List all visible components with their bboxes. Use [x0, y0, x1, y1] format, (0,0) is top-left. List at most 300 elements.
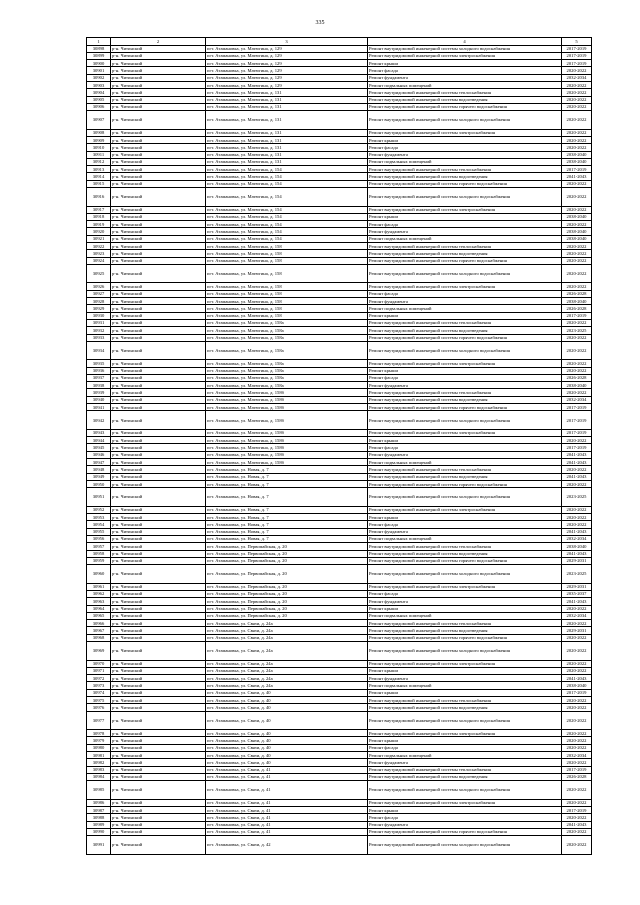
table-row — [87, 396, 592, 403]
table-cell: пгт. Атамановка, ул. Связи, д. 41 — [206, 781, 368, 800]
table-cell: 2038-2040 — [562, 158, 592, 165]
table-cell: 30975 — [87, 696, 111, 703]
table-cell: Ремонт внутридомовой инженерной системы холодного водоснабжения — [368, 411, 562, 430]
table-cell: Ремонт фундамента — [368, 298, 562, 305]
table-cell: Ремонт внутридомовой инженерной системы холодного водоснабжения — [368, 781, 562, 800]
table-cell: 2026-2028 — [562, 773, 592, 780]
table-cell: пгт. Атамановка, ул. Матюгина, д. 158а — [206, 327, 368, 334]
table-cell: 30924 — [87, 257, 111, 264]
table-cell: 2023-2025 — [562, 327, 592, 334]
table-row — [87, 744, 592, 751]
table-cell: Ремонт фасада — [368, 221, 562, 228]
table-cell: р-н. Читинский — [111, 821, 206, 828]
table-cell: р-н. Читинский — [111, 180, 206, 187]
table-cell: 30969 — [87, 642, 111, 661]
table-cell: 30968 — [87, 634, 111, 641]
table-cell: 30919 — [87, 221, 111, 228]
table-cell: 2038-2040 — [562, 543, 592, 550]
table-cell: пгт. Атамановка, ул. Первомайская, д. 20 — [206, 583, 368, 590]
table-cell: р-н. Читинский — [111, 437, 206, 444]
table-cell: 2038-2040 — [562, 151, 592, 158]
table-cell: 2020-2022 — [562, 836, 592, 855]
table-row — [87, 781, 592, 800]
table-cell: 2020-2022 — [562, 521, 592, 528]
table-cell: р-н. Читинский — [111, 396, 206, 403]
table-cell: пгт. Атамановка, ул. Матюгина, д. 158 — [206, 298, 368, 305]
table-row — [87, 521, 592, 528]
table-cell: р-н. Читинский — [111, 136, 206, 143]
table-cell: Ремонт крыши — [368, 737, 562, 744]
table-cell: Ремонт фасада — [368, 744, 562, 751]
table-row — [87, 389, 592, 396]
table-cell: пгт. Атамановка, ул. Матюгина, д. 158б — [206, 389, 368, 396]
table-cell: 30936 — [87, 367, 111, 374]
table-cell: Ремонт внутридомовой инженерной системы теплоснабжения — [368, 543, 562, 550]
table-cell: 30956 — [87, 535, 111, 542]
table-cell: Ремонт фасада — [368, 67, 562, 74]
table-cell: Ремонт внутридомовой инженерной системы холодного водоснабжения — [368, 341, 562, 360]
table-cell: р-н. Читинский — [111, 828, 206, 835]
table-cell: 2020-2022 — [562, 696, 592, 703]
table-cell: 2020-2022 — [562, 188, 592, 207]
table-cell: Ремонт подвальных помещений — [368, 305, 562, 312]
table-cell: пгт. Атамановка, ул. Связи, д. 24а — [206, 667, 368, 674]
table-cell: пгт. Атамановка, ул. Связи, д. 40 — [206, 689, 368, 696]
column-header: 3 — [206, 38, 368, 46]
table-cell: Ремонт фасада — [368, 144, 562, 151]
table-row — [87, 682, 592, 689]
table-row — [87, 437, 592, 444]
table-cell: Ремонт внутридомовой инженерной системы водоотведения — [368, 327, 562, 334]
table-cell: р-н. Читинский — [111, 327, 206, 334]
table-cell: р-н. Читинский — [111, 744, 206, 751]
table-cell: р-н. Читинский — [111, 667, 206, 674]
table-cell: пгт. Атамановка, ул. Матюгина, д. 154 — [206, 221, 368, 228]
table-cell: 30959 — [87, 557, 111, 564]
table-row — [87, 89, 592, 96]
table-cell: Ремонт внутридомовой инженерной системы электроснабжения — [368, 583, 562, 590]
table-cell: Ремонт внутридомовой инженерной системы теплоснабжения — [368, 389, 562, 396]
table-cell: р-н. Читинский — [111, 704, 206, 711]
table-row — [87, 334, 592, 341]
table-cell: р-н. Читинский — [111, 228, 206, 235]
table-row — [87, 374, 592, 381]
table-cell: 2032-2034 — [562, 535, 592, 542]
table-cell: 2020-2022 — [562, 466, 592, 473]
table-cell: Ремонт внутридомовой инженерной системы холодного водоснабжения — [368, 488, 562, 507]
table-cell: 2020-2022 — [562, 799, 592, 806]
table-cell: Ремонт внутридомовой инженерной системы водоотведения — [368, 173, 562, 180]
table-cell: Ремонт подвальных помещений — [368, 682, 562, 689]
table-row — [87, 166, 592, 173]
table-row — [87, 590, 592, 597]
table-cell: 2020-2022 — [562, 367, 592, 374]
table-cell: 2020-2022 — [562, 221, 592, 228]
table-cell: р-н. Читинский — [111, 711, 206, 730]
table-cell: Ремонт внутридомовой инженерной системы холодного водоснабжения — [368, 711, 562, 730]
table-cell: пгт. Атамановка, ул. Связи, д. 24а — [206, 660, 368, 667]
table-cell: 30957 — [87, 543, 111, 550]
table-cell: 2017-2019 — [562, 45, 592, 52]
table-cell: 30906 — [87, 103, 111, 110]
table-cell: 2020-2022 — [562, 667, 592, 674]
table-cell: р-н. Читинский — [111, 298, 206, 305]
table-cell: Ремонт внутридомовой инженерной системы теплоснабжения — [368, 766, 562, 773]
table-cell: Ремонт внутридомовой инженерной системы электроснабжения — [368, 283, 562, 290]
table-row — [87, 360, 592, 367]
table-cell: 2017-2019 — [562, 52, 592, 59]
column-header: 4 — [368, 38, 562, 46]
table-row — [87, 213, 592, 220]
table-cell: 30941 — [87, 404, 111, 411]
table-cell: 2026-2028 — [562, 374, 592, 381]
table-row — [87, 451, 592, 458]
table-cell: пгт. Атамановка, ул. Матюгина, д. 129 — [206, 52, 368, 59]
table-cell: 30990 — [87, 828, 111, 835]
table-cell: пгт. Атамановка, ул. Матюгина, д. 158 — [206, 305, 368, 312]
table-cell: 30929 — [87, 305, 111, 312]
table-cell: пгт. Атамановка, ул. Новая, д. 7 — [206, 466, 368, 473]
table-cell: пгт. Атамановка, ул. Новая, д. 7 — [206, 506, 368, 513]
table-row — [87, 144, 592, 151]
table-cell: 2020-2022 — [562, 250, 592, 257]
table-cell: Ремонт фундамента — [368, 228, 562, 235]
table-cell: пгт. Атамановка, ул. Матюгина, д. 154 — [206, 206, 368, 213]
table-cell: р-н. Читинский — [111, 521, 206, 528]
table-cell: 30940 — [87, 396, 111, 403]
table-cell: р-н. Читинский — [111, 151, 206, 158]
table-cell: 30930 — [87, 312, 111, 319]
table-cell: 2026-2028 — [562, 290, 592, 297]
table-cell: р-н. Читинский — [111, 737, 206, 744]
table-cell: пгт. Атамановка, ул. Связи, д. 40 — [206, 751, 368, 758]
table-cell: 30899 — [87, 52, 111, 59]
table-cell: р-н. Читинский — [111, 411, 206, 430]
table-row — [87, 243, 592, 250]
table-cell: р-н. Читинский — [111, 158, 206, 165]
table-cell: р-н. Читинский — [111, 751, 206, 758]
table-cell: р-н. Читинский — [111, 221, 206, 228]
table-cell: 2020-2022 — [562, 360, 592, 367]
table-row — [87, 136, 592, 143]
table-row — [87, 514, 592, 521]
table-cell: пгт. Атамановка, ул. Матюгина, д. 131 — [206, 103, 368, 110]
table-cell: р-н. Читинский — [111, 166, 206, 173]
table-cell: р-н. Читинский — [111, 543, 206, 550]
table-cell: 30950 — [87, 480, 111, 487]
table-cell: Ремонт фундамента — [368, 821, 562, 828]
table-cell: 2020-2022 — [562, 814, 592, 821]
table-cell: р-н. Читинский — [111, 506, 206, 513]
table-cell: Ремонт внутридомовой инженерной системы электроснабжения — [368, 799, 562, 806]
table-cell: Ремонт внутридомовой инженерной системы горячего водоснабжения — [368, 257, 562, 264]
table-cell: 30931 — [87, 319, 111, 326]
table-cell: р-н. Читинский — [111, 781, 206, 800]
table-row — [87, 411, 592, 430]
table-cell: Ремонт внутридомовой инженерной системы холодного водоснабжения — [368, 642, 562, 661]
table-cell: 30979 — [87, 737, 111, 744]
table-cell: Ремонт крыши — [368, 605, 562, 612]
table-cell: 2041-2043 — [562, 173, 592, 180]
table-cell: 2020-2022 — [562, 283, 592, 290]
table-cell: Ремонт фасада — [368, 814, 562, 821]
repair-schedule-table — [86, 37, 592, 855]
table-row — [87, 667, 592, 674]
table-cell: р-н. Читинский — [111, 806, 206, 813]
table-cell: 2020-2022 — [562, 243, 592, 250]
table-row — [87, 382, 592, 389]
table-cell: 30905 — [87, 96, 111, 103]
table-cell: Ремонт внутридомовой инженерной системы водоотведения — [368, 550, 562, 557]
table-cell: р-н. Читинский — [111, 459, 206, 466]
table-cell: пгт. Атамановка, ул. Матюгина, д. 154 — [206, 213, 368, 220]
table-row — [87, 319, 592, 326]
table-cell: р-н. Читинский — [111, 312, 206, 319]
table-row — [87, 814, 592, 821]
table-row — [87, 206, 592, 213]
table-cell: 30925 — [87, 264, 111, 283]
table-cell: 30944 — [87, 437, 111, 444]
table-cell: 2020-2022 — [562, 737, 592, 744]
table-cell: Ремонт подвальных помещений — [368, 235, 562, 242]
table-cell: Ремонт внутридомовой инженерной системы водоотведения — [368, 627, 562, 634]
table-cell: 2017-2019 — [562, 312, 592, 319]
table-cell: 30935 — [87, 360, 111, 367]
table-cell: Ремонт внутридомовой инженерной системы горячего водоснабжения — [368, 634, 562, 641]
table-row — [87, 806, 592, 813]
table-cell: р-н. Читинский — [111, 67, 206, 74]
table-cell: пгт. Атамановка, ул. Первомайская, д. 20 — [206, 550, 368, 557]
table-cell: пгт. Атамановка, ул. Матюгина, д. 158 — [206, 243, 368, 250]
table-cell: Ремонт внутридомовой инженерной системы холодного водоснабжения — [368, 565, 562, 584]
table-cell: пгт. Атамановка, ул. Матюгина, д. 154 — [206, 173, 368, 180]
table-cell: 30951 — [87, 488, 111, 507]
table-cell: р-н. Читинский — [111, 360, 206, 367]
table-cell: пгт. Атамановка, ул. Связи, д. 24а — [206, 682, 368, 689]
table-cell: пгт. Атамановка, ул. Матюгина, д. 158 — [206, 283, 368, 290]
table-row — [87, 605, 592, 612]
table-cell: 2029-2031 — [562, 627, 592, 634]
table-cell: пгт. Атамановка, ул. Матюгина, д. 129 — [206, 45, 368, 52]
table-cell: р-н. Читинский — [111, 535, 206, 542]
table-cell: 30928 — [87, 298, 111, 305]
table-cell: 2020-2022 — [562, 828, 592, 835]
table-cell: пгт. Атамановка, ул. Матюгина, д. 154 — [206, 180, 368, 187]
table-row — [87, 634, 592, 641]
table-cell: 2038-2040 — [562, 382, 592, 389]
table-cell: р-н. Читинский — [111, 45, 206, 52]
table-row — [87, 96, 592, 103]
table-cell: р-н. Читинский — [111, 696, 206, 703]
table-cell: 30903 — [87, 81, 111, 88]
table-cell: 2020-2022 — [562, 89, 592, 96]
table-cell: 30917 — [87, 206, 111, 213]
table-cell: пгт. Атамановка, ул. Связи, д. 41 — [206, 821, 368, 828]
table-cell: пгт. Атамановка, ул. Матюгина, д. 158б — [206, 396, 368, 403]
table-cell: 30948 — [87, 466, 111, 473]
table-row — [87, 81, 592, 88]
table-cell: 30939 — [87, 389, 111, 396]
table-cell: 2020-2022 — [562, 111, 592, 130]
table-cell: р-н. Читинский — [111, 605, 206, 612]
table-cell: 30976 — [87, 704, 111, 711]
table-cell: Ремонт фасада — [368, 374, 562, 381]
table-cell: 2020-2022 — [562, 514, 592, 521]
table-cell: пгт. Атамановка, ул. Матюгина, д. 158а — [206, 341, 368, 360]
table-cell: Ремонт внутридомовой инженерной системы холодного водоснабжения — [368, 264, 562, 283]
table-cell: 30982 — [87, 759, 111, 766]
table-cell: пгт. Атамановка, ул. Связи, д. 41 — [206, 773, 368, 780]
table-cell: 30978 — [87, 730, 111, 737]
table-cell: Ремонт фундамента — [368, 382, 562, 389]
table-row — [87, 52, 592, 59]
table-header-row — [87, 38, 592, 46]
table-row — [87, 821, 592, 828]
table-cell: Ремонт внутридомовой инженерной системы теплоснабжения — [368, 466, 562, 473]
table-row — [87, 799, 592, 806]
table-cell: Ремонт подвальных помещений — [368, 459, 562, 466]
table-cell: пгт. Атамановка, ул. Матюгина, д. 131 — [206, 144, 368, 151]
table-cell: пгт. Атамановка, ул. Матюгина, д. 158 — [206, 257, 368, 264]
table-cell: Ремонт внутридомовой инженерной системы холодного водоснабжения — [368, 111, 562, 130]
table-cell: 30945 — [87, 444, 111, 451]
table-cell: Ремонт крыши — [368, 514, 562, 521]
table-cell: Ремонт внутридомовой инженерной системы горячего водоснабжения — [368, 557, 562, 564]
table-cell: р-н. Читинский — [111, 334, 206, 341]
table-cell: Ремонт внутридомовой инженерной системы водоотведения — [368, 96, 562, 103]
table-cell: Ремонт фундамента — [368, 74, 562, 81]
table-cell: 2041-2043 — [562, 473, 592, 480]
table-cell: пгт. Атамановка, ул. Первомайская, д. 20 — [206, 612, 368, 619]
table-cell: 30974 — [87, 689, 111, 696]
table-cell: р-н. Читинский — [111, 103, 206, 110]
table-cell: 30898 — [87, 45, 111, 52]
table-row — [87, 228, 592, 235]
table-cell: Ремонт внутридомовой инженерной системы электроснабжения — [368, 52, 562, 59]
table-row — [87, 283, 592, 290]
table-cell: р-н. Читинский — [111, 660, 206, 667]
table-cell: 30958 — [87, 550, 111, 557]
table-cell: 30927 — [87, 290, 111, 297]
table-cell: Ремонт фасада — [368, 290, 562, 297]
table-cell: 30949 — [87, 473, 111, 480]
table-cell: пгт. Атамановка, ул. Первомайская, д. 20 — [206, 543, 368, 550]
table-cell: 2020-2022 — [562, 730, 592, 737]
table-cell: Ремонт внутридомовой инженерной системы электроснабжения — [368, 429, 562, 436]
table-row — [87, 759, 592, 766]
table-cell: 30932 — [87, 327, 111, 334]
table-cell: пгт. Атамановка, ул. Связи, д. 41 — [206, 799, 368, 806]
table-cell: 30953 — [87, 514, 111, 521]
table-cell: 30972 — [87, 675, 111, 682]
column-header: 1 — [87, 38, 111, 46]
table-cell: пгт. Атамановка, ул. Связи, д. 40 — [206, 759, 368, 766]
table-cell: р-н. Читинский — [111, 290, 206, 297]
table-cell: р-н. Читинский — [111, 60, 206, 67]
table-cell: 30918 — [87, 213, 111, 220]
table-cell: 30946 — [87, 451, 111, 458]
table-cell: 30980 — [87, 744, 111, 751]
table-cell: пгт. Атамановка, ул. Матюгина, д. 131 — [206, 158, 368, 165]
table-row — [87, 466, 592, 473]
table-cell: 2020-2022 — [562, 744, 592, 751]
table-row — [87, 429, 592, 436]
table-cell: 2020-2022 — [562, 605, 592, 612]
table-cell: 2020-2022 — [562, 67, 592, 74]
table-row — [87, 250, 592, 257]
table-cell: р-н. Читинский — [111, 473, 206, 480]
table-cell: Ремонт фундамента — [368, 528, 562, 535]
table-cell: пгт. Атамановка, ул. Матюгина, д. 158б — [206, 437, 368, 444]
table-cell: 2020-2022 — [562, 634, 592, 641]
table-cell: пгт. Атамановка, ул. Матюгина, д. 131 — [206, 96, 368, 103]
table-cell: пгт. Атамановка, ул. Новая, д. 7 — [206, 514, 368, 521]
table-row — [87, 235, 592, 242]
table-cell: р-н. Читинский — [111, 319, 206, 326]
table-cell: р-н. Читинский — [111, 682, 206, 689]
table-cell: пгт. Атамановка, ул. Связи, д. 41 — [206, 828, 368, 835]
table-cell: Ремонт внутридомовой инженерной системы водоотведения — [368, 250, 562, 257]
table-cell: 30966 — [87, 620, 111, 627]
table-cell: р-н. Читинский — [111, 759, 206, 766]
table-cell: 2038-2040 — [562, 235, 592, 242]
table-cell: 2017-2019 — [562, 689, 592, 696]
table-cell: 30901 — [87, 67, 111, 74]
table-cell: р-н. Читинский — [111, 89, 206, 96]
table-cell: р-н. Читинский — [111, 213, 206, 220]
table-cell: 30961 — [87, 583, 111, 590]
table-cell: Ремонт фундамента — [368, 151, 562, 158]
table-cell: р-н. Читинский — [111, 74, 206, 81]
table-cell: р-н. Читинский — [111, 557, 206, 564]
table-cell: Ремонт подвальных помещений — [368, 751, 562, 758]
table-cell: 30963 — [87, 598, 111, 605]
table-cell: Ремонт подвальных помещений — [368, 158, 562, 165]
table-cell: 30952 — [87, 506, 111, 513]
table-cell: 30955 — [87, 528, 111, 535]
table-cell: Ремонт крыши — [368, 312, 562, 319]
table-cell: 30913 — [87, 166, 111, 173]
table-cell: Ремонт фундамента — [368, 759, 562, 766]
table-row — [87, 766, 592, 773]
table-cell: пгт. Атамановка, ул. Связи, д. 40 — [206, 730, 368, 737]
table-cell: р-н. Читинский — [111, 173, 206, 180]
table-cell: 2041-2043 — [562, 675, 592, 682]
table-row — [87, 444, 592, 451]
table-cell: пгт. Атамановка, ул. Матюгина, д. 131 — [206, 111, 368, 130]
table-cell: 2026-2028 — [562, 305, 592, 312]
table-row — [87, 828, 592, 835]
table-cell: р-н. Читинский — [111, 429, 206, 436]
table-cell: р-н. Читинский — [111, 488, 206, 507]
table-cell: 2020-2022 — [562, 660, 592, 667]
table-cell: пгт. Атамановка, ул. Связи, д. 42 — [206, 836, 368, 855]
table-cell: Ремонт внутридомовой инженерной системы горячего водоснабжения — [368, 180, 562, 187]
table-cell: р-н. Читинский — [111, 389, 206, 396]
table-cell: Ремонт фундамента — [368, 598, 562, 605]
table-cell: Ремонт фундамента — [368, 675, 562, 682]
table-cell: пгт. Атамановка, ул. Матюгина, д. 158б — [206, 404, 368, 411]
table-cell: Ремонт внутридомовой инженерной системы теплоснабжения — [368, 620, 562, 627]
table-row — [87, 675, 592, 682]
table-cell: 30926 — [87, 283, 111, 290]
table-cell: р-н. Читинский — [111, 382, 206, 389]
table-row — [87, 188, 592, 207]
table-row — [87, 751, 592, 758]
table-cell: 2020-2022 — [562, 506, 592, 513]
table-cell: р-н. Читинский — [111, 642, 206, 661]
table-cell: 2017-2019 — [562, 806, 592, 813]
